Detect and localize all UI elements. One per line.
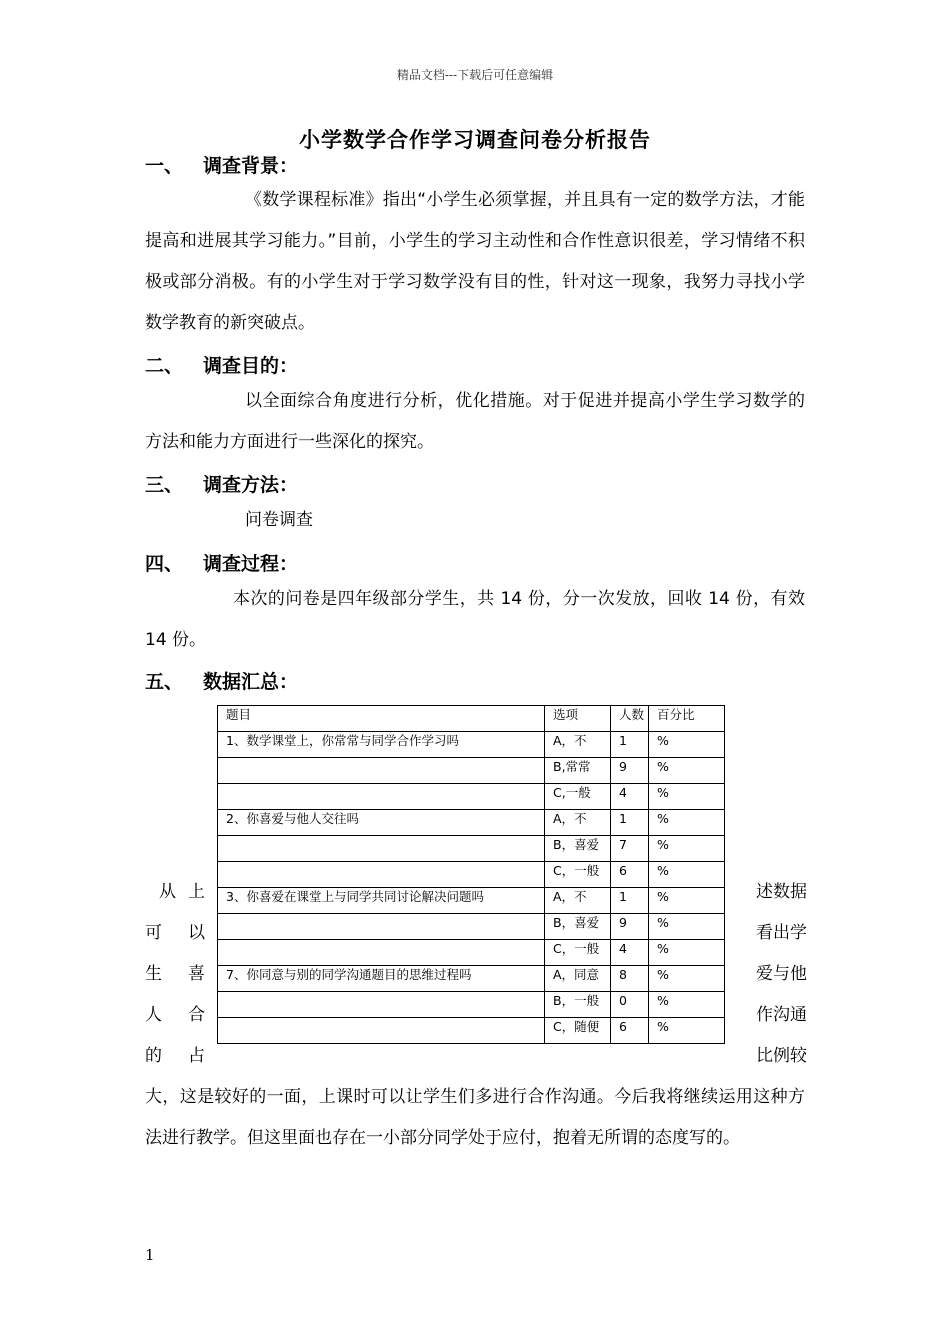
summary-right-line: 作沟通 [756,1005,807,1025]
question-cell [218,836,545,862]
header-cell: 选项 [545,706,611,732]
summary-char: 从 [159,882,176,902]
section-heading-purpose [145,351,298,378]
table-row [218,758,725,784]
summary-left-line [145,954,205,995]
summary-right-line: 比例较 [756,1046,807,1066]
option-cell: C，一般 [545,940,611,966]
survey-data-table [217,705,725,1044]
method-text: 问卷调查 [245,510,313,530]
summary-char: 以 [188,923,205,943]
percent-cell: % [649,758,725,784]
count-cell: 4 [611,940,649,966]
purpose-paragraph: 以全面综合角度进行分析，优化措施。对于促进并提高小学生学习数学的方法和能力方面进行一些深化的探究。 [145,391,805,452]
percent-cell: % [649,914,725,940]
summary-left-column [145,872,205,1077]
process-paragraph: 本次的问卷是四年级部分学生，共 14 份，分一次发放，回收 14 份，有效 14 份。 [145,589,805,650]
question-cell [218,992,545,1018]
header-cell: 百分比 [649,706,725,732]
section-number: 四、 [145,553,184,575]
summary-char: 合 [188,1005,205,1025]
count-cell: 0 [611,992,649,1018]
question-cell [218,1018,545,1044]
background-paragraph-block [145,180,805,344]
count-cell: 1 [611,732,649,758]
section-number: 五、 [145,671,184,693]
percent-cell: % [649,940,725,966]
summary-left-line [145,913,205,954]
summary-char: 生 [145,964,162,984]
count-cell: 1 [611,810,649,836]
summary-char: 可 [145,923,162,943]
count-cell: 6 [611,862,649,888]
document-title: 小学数学合作学习调查问卷分析报告 [299,128,651,152]
percent-cell: % [649,888,725,914]
section-heading-process [145,549,298,576]
count-cell: 1 [611,888,649,914]
summary-right-column [747,872,807,1077]
purpose-paragraph-block [145,381,805,463]
option-cell: A，不 [545,810,611,836]
option-cell: C，一般 [545,862,611,888]
table-row [218,732,725,758]
option-cell: B，喜爱 [545,836,611,862]
option-cell: C，随便 [545,1018,611,1044]
option-cell: A，不 [545,888,611,914]
summary-right-line: 看出学 [756,923,807,943]
summary-left-line [145,995,205,1036]
section-title: 调查方法： [203,474,299,496]
table-row [218,862,725,888]
summary-left-line [145,872,205,913]
count-cell: 9 [611,758,649,784]
percent-cell: % [649,966,725,992]
table-row [218,888,725,914]
header-cell: 人数 [611,706,649,732]
percent-cell: % [649,732,725,758]
option-cell: A，同意 [545,966,611,992]
header-note: 精品文档---下载后可任意编辑 [396,68,554,82]
section-number: 二、 [145,355,184,377]
process-paragraph-block [145,579,805,661]
question-cell [218,758,545,784]
summary-char: 上 [188,882,205,902]
count-cell: 4 [611,784,649,810]
percent-cell: % [649,784,725,810]
percent-cell: % [649,836,725,862]
count-cell: 6 [611,1018,649,1044]
table-header-row [218,706,725,732]
count-cell: 9 [611,914,649,940]
summary-char: 喜 [188,964,205,984]
summary-right-line: 述数据 [756,882,807,902]
option-cell: B，一般 [545,992,611,1018]
summary-paragraph: 大，这是较好的一面，上课时可以让学生们多进行合作沟通。今后我将继续运用这种方法进行教学。但这里面也存在一小部分同学处于应付，抱着无所谓的态度写的。 [145,1087,805,1148]
section-number: 一、 [145,155,184,177]
question-cell [218,940,545,966]
count-cell: 7 [611,836,649,862]
section-title: 数据汇总： [203,671,299,693]
percent-cell: % [649,992,725,1018]
summary-char: 占 [188,1046,205,1066]
table-row [218,1018,725,1044]
table-row [218,966,725,992]
summary-right-line: 爱与他 [756,964,807,984]
option-cell: B，喜爱 [545,914,611,940]
table-row [218,992,725,1018]
page-number: 1 [145,1246,155,1264]
table-row [218,836,725,862]
question-cell [218,784,545,810]
summary-char: 的 [145,1046,162,1066]
percent-cell: % [649,810,725,836]
section-number: 三、 [145,474,184,496]
question-cell: 7、你同意与别的同学沟通题目的思维过程吗 [218,966,545,992]
method-block [145,500,805,541]
question-cell: 3、你喜爱在课堂上与同学共同讨论解决问题吗 [218,888,545,914]
option-cell: B,常常 [545,758,611,784]
question-cell [218,914,545,940]
section-heading-method [145,470,298,497]
option-cell: C,一般 [545,784,611,810]
header-cell: 题目 [218,706,545,732]
count-cell: 8 [611,966,649,992]
percent-cell: % [649,1018,725,1044]
section-heading-data [145,667,298,694]
table-row [218,940,725,966]
question-cell [218,862,545,888]
summary-paragraph-block [145,1077,805,1159]
summary-left-line [145,1036,205,1077]
section-title: 调查过程： [203,553,299,575]
table-row [218,810,725,836]
background-paragraph: 《数学课程标准》指出“小学生必须掌握，并且具有一定的数学方法，才能提高和进展其学习能力。”目前，小学生的学习主动性和合作性意识很差，学习情绪不积极或部分消极。有的小学生对于学习数学没有目的性，针对这一现象，我努力寻找小学数学教育的新突破点。 [145,190,805,333]
section-heading-background [145,151,298,178]
table-row [218,914,725,940]
section-title: 调查背景： [203,155,299,177]
percent-cell: % [649,862,725,888]
summary-char: 人 [145,1005,162,1025]
section-title: 调查目的： [203,355,299,377]
option-cell: A，不 [545,732,611,758]
question-cell: 1、数学课堂上，你常常与同学合作学习吗 [218,732,545,758]
table-row [218,784,725,810]
question-cell: 2、你喜爱与他人交往吗 [218,810,545,836]
